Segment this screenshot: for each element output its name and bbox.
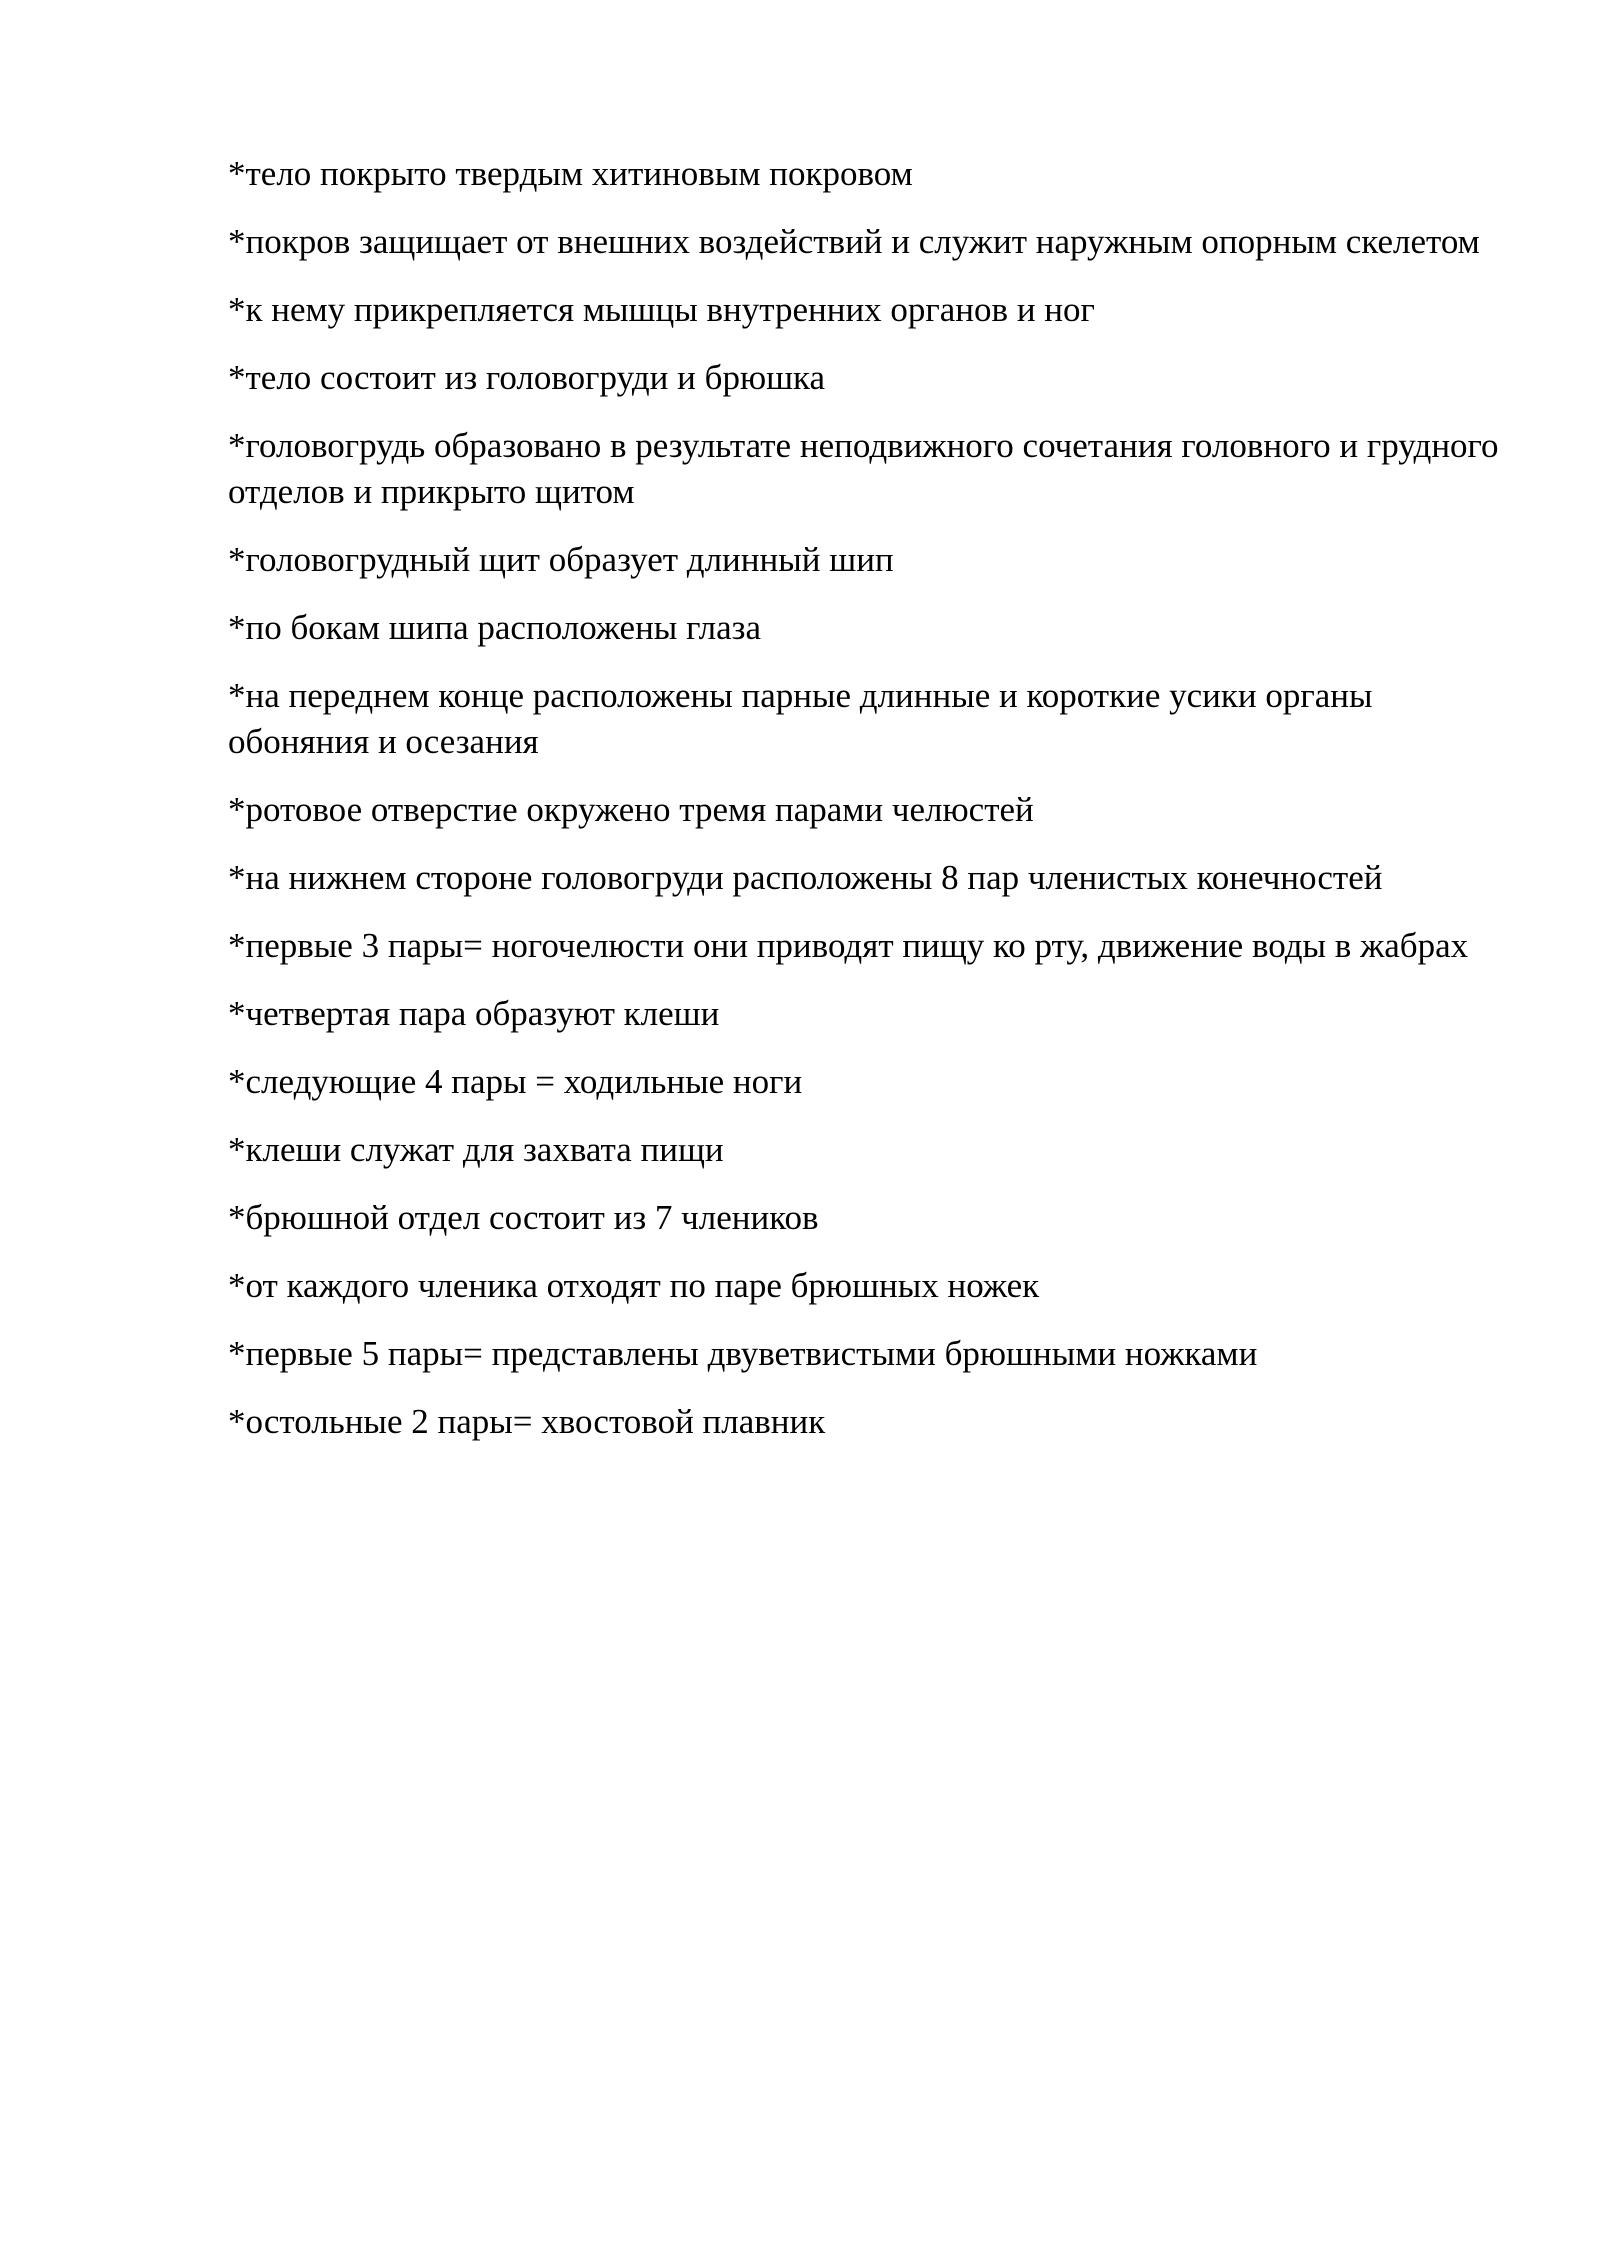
text-line: *брюшной отдел состоит из 7 члеников	[228, 1198, 819, 1237]
text-line: *по бокам шипа расположены глаза	[228, 608, 762, 647]
text-line: *головогрудь образовано в результате неподвижного сочетания головного и грудного отделов и прикрыто щитом	[228, 426, 1499, 511]
text-line: *остольные 2 пары= хвостовой плавник	[228, 1402, 826, 1441]
text-line: *покров защищает от внешних воздействий и служит наружным опорным скелетом	[228, 222, 1480, 261]
text-line: *тело состоит из головогруди и брюшка	[228, 358, 826, 397]
text-line: *тело покрыто твердым хитиновым покровом	[228, 154, 913, 193]
text-line: *следующие 4 пары = ходильные ноги	[228, 1062, 803, 1101]
text-line: *от каждого членика отходят по паре брюшных ножек	[228, 1266, 1040, 1305]
text-line: *на переднем конце расположены парные длинные и короткие усики органы обоняния и осезания	[228, 676, 1373, 761]
text-line: *ротовое отверстие окружено тремя парами челюстей	[228, 790, 1034, 829]
text-line: *к нему прикрепляется мышцы внутренних органов и ног	[228, 290, 1095, 329]
text-line: *на нижнем стороне головогруди расположены 8 пар членистых конечностей	[228, 858, 1383, 897]
text-line: *четвертая пара образуют клеши	[228, 994, 720, 1033]
text-list	[228, 151, 1518, 1467]
text-line: *первые 3 пары= ногочелюсти они приводят пищу ко рту, движение воды в жабрах	[228, 926, 1469, 965]
text-line: *первые 5 пары= представлены двуветвистыми брюшными ножками	[228, 1334, 1258, 1373]
text-line: *головогрудный щит образует длинный шип	[228, 540, 894, 579]
text-line: *клеши служат для захвата пищи	[228, 1130, 724, 1169]
